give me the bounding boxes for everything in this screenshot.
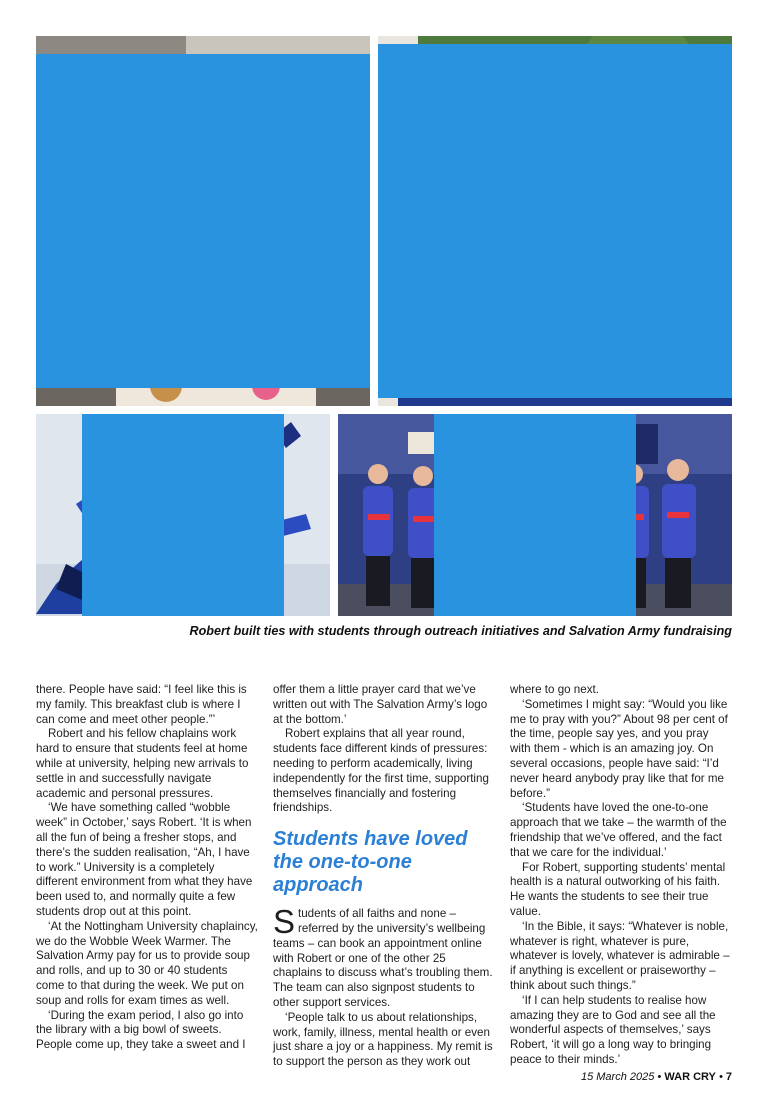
page-number: 7	[725, 1071, 732, 1083]
light-day-stall-photo	[378, 36, 732, 406]
footer-separator: •	[657, 1071, 662, 1083]
breakfast-club-photo	[36, 36, 370, 406]
article-column-2	[273, 683, 495, 1070]
paragraph: there. People have said: “I feel like this is my family. This breakfast club is where I can come and meet other people.”’	[36, 683, 247, 726]
dropcap: S	[273, 903, 296, 941]
paragraph: where to go next.	[510, 683, 599, 696]
photo-caption: Robert built ties with students through outreach initiatives and Salvation Army fundraising	[189, 624, 732, 638]
paragraph: Robert and his fellow chaplains work hard to ensure that students feel at home while at university, helping new arrivals to settle in and successfully navigate academic and personal pressures.	[36, 727, 249, 800]
footer-date: 15 March 2025	[580, 1071, 655, 1083]
paragraph: ‘Sometimes I might say: “Would you like me to pray with you?” About 98 per cent of the time, people say yes, and you pray with them - which is an amazing joy. On several occasions, people have said: “I’d never heard anybody pray like that for me before.”	[510, 697, 728, 800]
skydive-photo	[36, 414, 330, 616]
fundraising-group-photo	[338, 414, 732, 616]
paragraph: For Robert, supporting students’ mental health is a natural outworking of his faith. He wants the students to see their true value.	[510, 860, 726, 918]
paragraph: ‘Students have loved the one-to-one approach that we take – the warmth of the friendship that we’ve offered, and the fact that we care for the individual.’	[510, 801, 727, 859]
paragraph: offer them a little prayer card that we’ve written out with The Salvation Army’s logo at the bottom.’	[273, 683, 488, 726]
photo-corner-br	[36, 414, 330, 616]
paragraph: ‘In the Bible, it says: “Whatever is noble, whatever is right, whatever is pure, whatever is lovely, whatever is admirable – if anything is excellent or praiseworthy – think about such things.”	[510, 919, 730, 992]
paragraph: ‘We have something called “wobble week” in October,’ says Robert. ‘It is when all the fun of being a fresher stops, and there’s the sudden realisation, “Ah, I have to work.” University is a completely different environment from what they have been used to, and normally quite a few students drop out at this point.	[36, 801, 253, 918]
article-column-1	[36, 683, 258, 1053]
photo-corner-br	[378, 36, 732, 406]
footer-publication: WAR CRY	[664, 1071, 716, 1083]
paragraph: ‘If I can help students to realise how amazing they are to God and see all the wonderful aspects of themselves,’ says Robert, ‘it will go a long way to bringing peace to their minds.’	[510, 993, 716, 1066]
paragraph-text: tudents of all faiths and none – referred by the university’s wellbeing teams – can book an appointment online with Robert or one of the other 25 chaplains to discuss what’s troubling them. The team can also signpost students to other support services.	[273, 907, 493, 1009]
footer-separator: •	[718, 1071, 723, 1083]
photo-corner-br	[36, 36, 370, 406]
subheading: Students have loved the one-to-one approach	[273, 828, 468, 897]
article-column-3	[510, 683, 732, 1068]
paragraph: Robert explains that all year round, students face different kinds of pressures: needing to perform academically, living independently for the first time, supporting themselves financially and fostering friendships.	[273, 727, 489, 815]
paragraph-with-dropcap	[273, 903, 495, 1011]
paragraph: ‘At the Nottingham University chaplaincy, we do the Wobble Week Warmer. The Salvation Army pay for us to provide soup and rolls, and up to 30 or 40 students come to that during the week. We put on soup and rolls for exam times as well.	[36, 919, 258, 1007]
paragraph: ‘People talk to us about relationships, work, family, illness, mental health or even just share a joy or a happiness. My remit is to support the person as they work out	[273, 1010, 493, 1069]
photo-corner-br	[338, 414, 732, 616]
page-footer	[581, 1071, 732, 1083]
paragraph: ‘During the exam period, I also go into the library with a big bowl of sweets. People come up, they take a sweet and I	[36, 1008, 246, 1052]
